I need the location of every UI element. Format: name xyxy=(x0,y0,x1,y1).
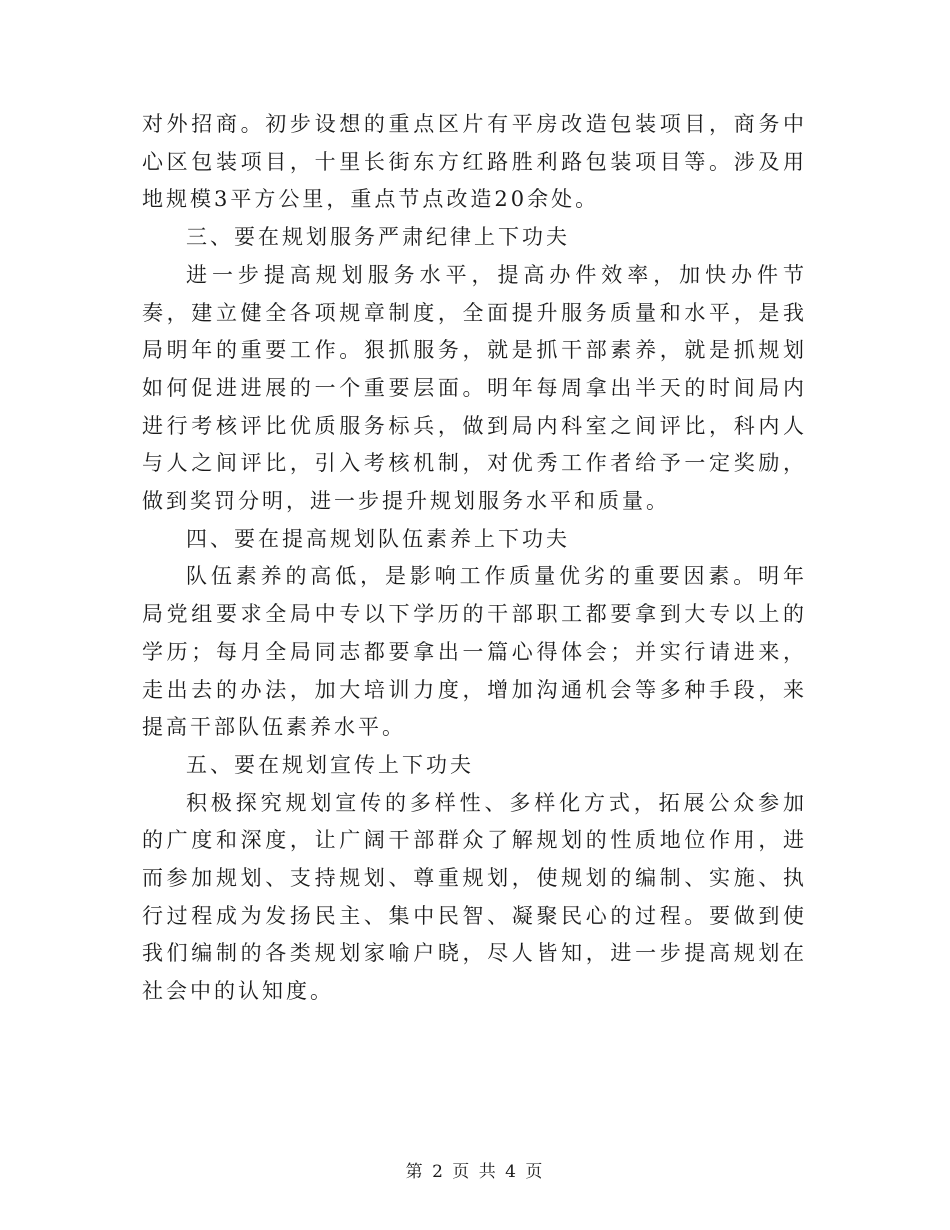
document-body xyxy=(142,106,807,1011)
paragraph-service: 进一步提高规划服务水平，提高办件效率，加快办件节奏，建立健全各项规章制度，全面提升服务质量和水平，是我局明年的重要工作。狠抓服务，就是抓干部素养，就是抓规划如何促进进展的一个重要层面。明年每周拿出半天的时间局内进行考核评比优质服务标兵，做到局内科室之间评比，科内人与人之间评比，引入考核机制，对优秀工作者给予一定奖励，做到奖罚分明，进一步提升规划服务水平和质量。 xyxy=(142,262,807,514)
paragraph-team-quality: 队伍素养的高低，是影响工作质量优劣的重要因素。明年局党组要求全局中专以下学历的干部职工都要拿到大专以上的学历；每月全局同志都要拿出一篇心得体会；并实行请进来，走出去的办法，加大培训力度，增加沟通机会等多种手段，来提高干部队伍素养水平。 xyxy=(142,564,807,740)
section-heading-4: 四、要在提高规划队伍素养上下功夫 xyxy=(186,526,570,551)
section-heading-3: 三、要在规划服务严肃纪律上下功夫 xyxy=(186,225,570,250)
paragraph-publicity: 积极探究规划宣传的多样性、多样化方式，拓展公众参加的广度和深度，让广阔干部群众了解规划的性质地位作用，进而参加规划、支持规划、尊重规划，使规划的编制、实施、执行过程成为发扬民主、集中民智、凝聚民心的过程。要做到使我们编制的各类规划家喻户晓，尽人皆知，进一步提高规划在社会中的认知度。 xyxy=(142,790,807,1004)
paragraph-continuation: 对外招商。初步设想的重点区片有平房改造包装项目，商务中心区包装项目，十里长街东方红路胜利路包装项目等。涉及用地规模3平方公里，重点节点改造20余处。 xyxy=(142,112,807,212)
section-heading-5: 五、要在规划宣传上下功夫 xyxy=(186,752,474,777)
page-number-footer: 第 2 页 共 4 页 xyxy=(405,1162,545,1182)
